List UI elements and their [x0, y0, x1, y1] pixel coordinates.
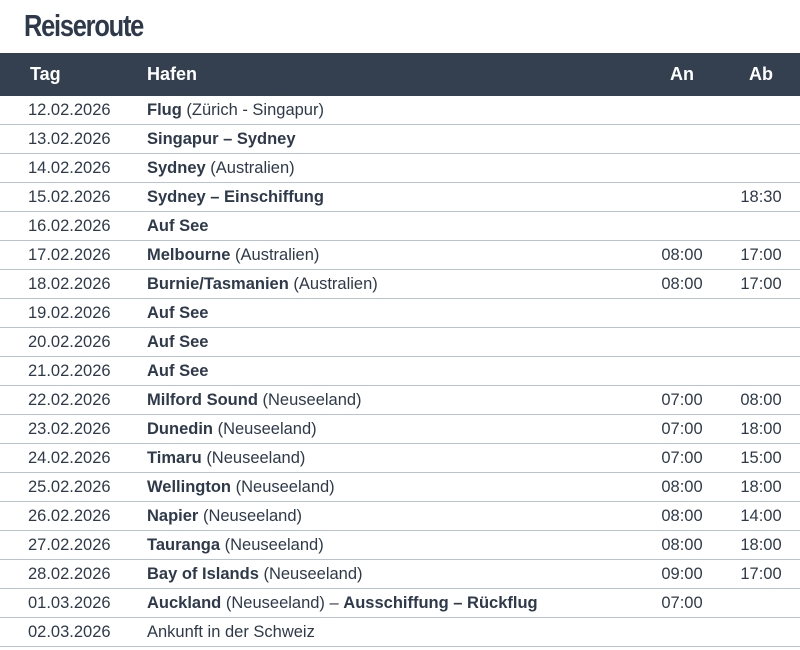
cell-port	[147, 275, 642, 294]
port-name: Singapur – Sydney	[147, 129, 296, 148]
cell-port	[147, 304, 642, 323]
cell-ab: 18:00	[740, 535, 782, 554]
itinerary-table	[0, 53, 800, 647]
cell-port	[147, 449, 642, 468]
cell-an: 09:00	[661, 564, 703, 583]
cell-port	[147, 362, 642, 381]
cell-port	[147, 101, 642, 120]
header-tag: Tag	[30, 64, 61, 84]
table-row	[0, 444, 800, 473]
port-name: Auf See	[147, 216, 209, 235]
port-note: (Australien)	[235, 245, 320, 264]
cell-port	[147, 623, 642, 642]
cell-an: 07:00	[661, 593, 703, 612]
cell-port	[147, 565, 642, 584]
cell-ab: 18:00	[740, 419, 782, 438]
cell-an: 08:00	[661, 274, 703, 293]
cell-date: 20.02.2026	[28, 332, 111, 351]
cell-ab: 18:00	[740, 477, 782, 496]
cell-an: 08:00	[661, 506, 703, 525]
port-name: Timaru	[147, 448, 202, 467]
cell-date: 18.02.2026	[28, 274, 111, 293]
header-an: An	[670, 64, 694, 84]
cell-ab: 08:00	[740, 390, 782, 409]
port-note: (Neuseeland)	[263, 564, 363, 583]
cell-date: 23.02.2026	[28, 419, 111, 438]
cell-ab: 17:00	[740, 245, 782, 264]
cell-an: 08:00	[661, 535, 703, 554]
cell-date: 17.02.2026	[28, 245, 111, 264]
table-row	[0, 241, 800, 270]
port-name: Bay of Islands	[147, 564, 259, 583]
table-row	[0, 212, 800, 241]
header-hafen: Hafen	[147, 64, 198, 84]
cell-port	[147, 333, 642, 352]
cell-date: 27.02.2026	[28, 535, 111, 554]
cell-an: 07:00	[661, 419, 703, 438]
table-row	[0, 589, 800, 618]
port-name: Wellington	[147, 477, 232, 496]
cell-ab: 14:00	[740, 506, 782, 525]
table-row	[0, 125, 800, 154]
cell-date: 24.02.2026	[28, 448, 111, 467]
port-note: (Neuseeland)	[217, 419, 317, 438]
cell-ab: 18:30	[740, 187, 782, 206]
port-name: Flug	[147, 100, 182, 119]
port-name: Sydney	[147, 158, 206, 177]
cell-date: 25.02.2026	[28, 477, 111, 496]
cell-date: 14.02.2026	[28, 158, 111, 177]
table-row	[0, 560, 800, 589]
cell-date: 16.02.2026	[28, 216, 111, 235]
cell-date: 26.02.2026	[28, 506, 111, 525]
port-note: (Neuseeland)	[235, 477, 335, 496]
table-row	[0, 96, 800, 125]
table-row	[0, 415, 800, 444]
cell-an: 08:00	[661, 245, 703, 264]
cell-port	[147, 246, 642, 265]
cell-ab: 17:00	[740, 564, 782, 583]
port-name: Auf See	[147, 361, 209, 380]
cell-date: 19.02.2026	[28, 303, 111, 322]
table-header	[0, 53, 800, 96]
table-row	[0, 183, 800, 212]
cell-port	[147, 188, 642, 207]
cell-date: 01.03.2026	[28, 593, 111, 612]
port-name: Milford Sound	[147, 390, 258, 409]
cell-port	[147, 159, 642, 178]
cell-port	[147, 478, 642, 497]
port-name: Tauranga	[147, 535, 221, 554]
cell-date: 15.02.2026	[28, 187, 111, 206]
port-note: (Neuseeland)	[202, 506, 303, 525]
cell-date: 28.02.2026	[28, 564, 111, 583]
table-row	[0, 154, 800, 183]
port-note: (Neuseeland) –	[225, 593, 339, 612]
table-row	[0, 328, 800, 357]
cell-port	[147, 507, 642, 526]
cell-port	[147, 536, 642, 555]
cell-date: 22.02.2026	[28, 390, 111, 409]
cell-date: 02.03.2026	[28, 622, 111, 641]
port-note: (Neuseeland)	[206, 448, 306, 467]
cell-port	[147, 130, 642, 149]
header-ab: Ab	[749, 64, 773, 84]
cell-date: 13.02.2026	[28, 129, 111, 148]
cell-ab: 15:00	[740, 448, 782, 467]
cell-port	[147, 391, 642, 410]
port-name: Auf See	[147, 332, 209, 351]
cell-an: 08:00	[661, 477, 703, 496]
port-name: Burnie/Tasmanien	[147, 274, 289, 293]
port-name: Sydney – Einschiffung	[147, 187, 324, 206]
cell-port	[147, 217, 642, 236]
table-row	[0, 357, 800, 386]
cell-date: 12.02.2026	[28, 100, 111, 119]
cell-an: 07:00	[661, 390, 703, 409]
table-row	[0, 473, 800, 502]
port-name: Auf See	[147, 303, 209, 322]
cell-ab: 17:00	[740, 274, 782, 293]
port-note: Ankunft in der Schweiz	[147, 622, 315, 641]
table-row	[0, 270, 800, 299]
page-title: Reiseroute	[24, 8, 144, 43]
port-note: (Australien)	[210, 158, 295, 177]
table-row	[0, 299, 800, 328]
cell-date: 21.02.2026	[28, 361, 111, 380]
port-note: (Neuseeland)	[224, 535, 324, 554]
cell-an: 07:00	[661, 448, 703, 467]
table-row	[0, 618, 800, 647]
cell-port	[147, 594, 642, 613]
cell-port	[147, 420, 642, 439]
port-name: Napier	[147, 506, 199, 525]
port-name: Auckland	[147, 593, 222, 612]
table-row	[0, 531, 800, 560]
table-row	[0, 502, 800, 531]
table-row	[0, 386, 800, 415]
port-name: Melbourne	[147, 245, 231, 264]
port-name: Dunedin	[147, 419, 213, 438]
port-note: (Neuseeland)	[262, 390, 362, 409]
port-extra: Ausschiffung – Rückflug	[343, 593, 538, 612]
table-body	[0, 96, 800, 647]
port-note: (Zürich - Singapur)	[186, 100, 324, 119]
port-note: (Australien)	[293, 274, 378, 293]
